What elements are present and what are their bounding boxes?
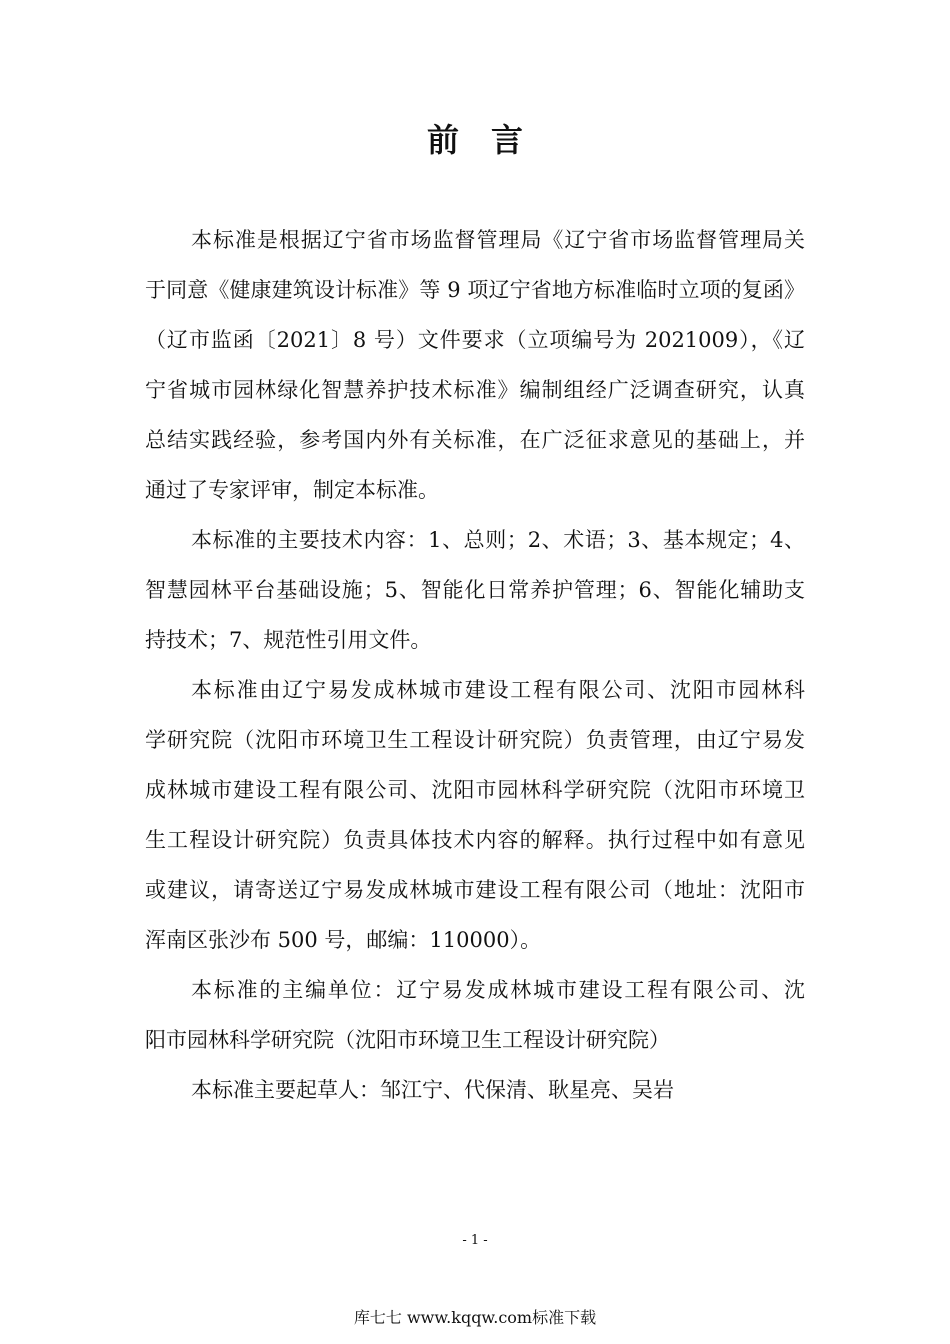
text-line: 本标准主要起草人：邹江宁、代保清、耿星亮、吴岩 <box>191 1078 674 1102</box>
text-line: 或建议，请寄送辽宁易发成林城市建设工程有限公司（地址：沈阳市 <box>145 878 805 902</box>
text-line: 本标准的主编单位：辽宁易发成林城市建设工程有限公司、沈 <box>191 978 805 1002</box>
paragraph-3 <box>145 665 805 965</box>
paragraph-2 <box>145 515 805 665</box>
paragraph-5 <box>145 1065 805 1115</box>
paragraph-4 <box>145 965 805 1065</box>
text-line: （辽市监函〔2021〕8 号）文件要求（立项编号为 2021009），《辽 <box>145 328 805 352</box>
text-line: 于同意《健康建筑设计标准》等 9 项辽宁省地方标准临时立项的复函》 <box>145 278 805 302</box>
text-line: 成林城市建设工程有限公司、沈阳市园林科学研究院（沈阳市环境卫 <box>145 778 805 802</box>
text-line: 持技术；7、规范性引用文件。 <box>145 628 432 652</box>
body-text <box>145 215 805 1115</box>
page-title: 前 言 <box>426 121 523 159</box>
text-line: 学研究院（沈阳市环境卫生工程设计研究院）负责管理，由辽宁易发 <box>145 728 805 752</box>
text-line: 生工程设计研究院）负责具体技术内容的解释。执行过程中如有意见 <box>145 828 805 852</box>
text-line: 阳市园林科学研究院（沈阳市环境卫生工程设计研究院） <box>145 1028 670 1052</box>
paragraph-1 <box>145 215 805 515</box>
text-line: 智慧园林平台基础设施；5、智能化日常养护管理；6、智能化辅助支 <box>145 578 805 602</box>
text-line: 本标准的主要技术内容：1、总则；2、术语；3、基本规定；4、 <box>191 528 805 552</box>
footer-watermark: 库七七 www.kqqw.com标准下载 <box>353 1308 597 1327</box>
text-line: 总结实践经验，参考国内外有关标准，在广泛征求意见的基础上，并 <box>145 428 805 452</box>
text-line: 宁省城市园林绿化智慧养护技术标准》编制组经广泛调查研究，认真 <box>145 378 805 402</box>
text-line: 浑南区张沙布 500 号，邮编：110000）。 <box>145 928 542 952</box>
text-line: 本标准是根据辽宁省市场监督管理局《辽宁省市场监督管理局关 <box>191 228 805 252</box>
page-number: - 1 - <box>462 1233 488 1248</box>
text-line: 通过了专家评审，制定本标准。 <box>145 478 439 502</box>
text-line: 本标准由辽宁易发成林城市建设工程有限公司、沈阳市园林科 <box>191 678 805 702</box>
